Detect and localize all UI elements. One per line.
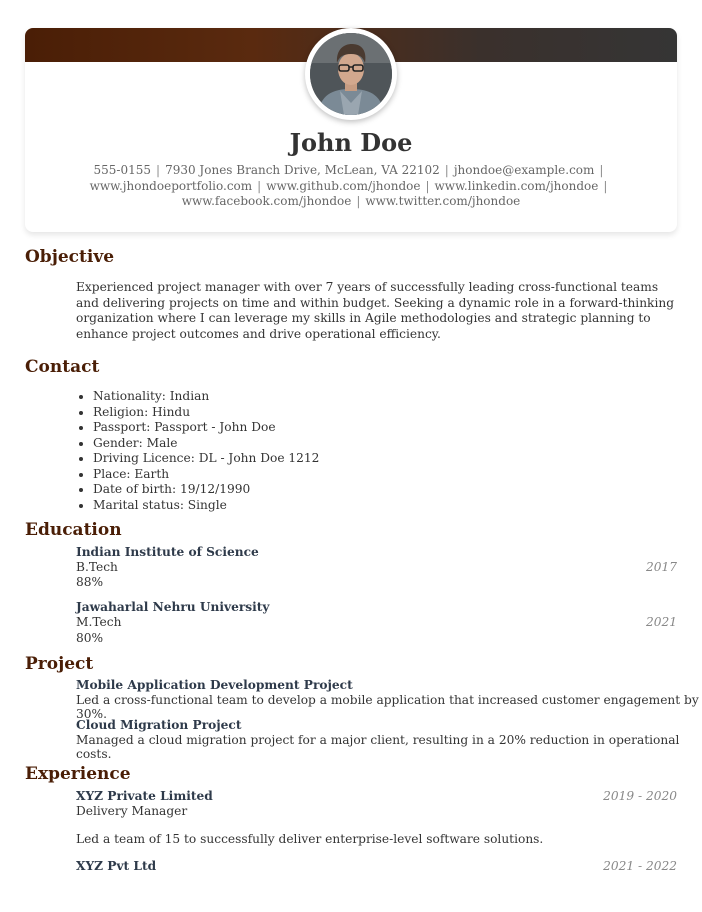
address: 7930 Jones Branch Drive, McLean, VA 22102 — [165, 163, 440, 177]
education-school: Jawaharlal Nehru University — [76, 600, 270, 614]
education-score: 80% — [76, 631, 104, 645]
project-name: Cloud Migration Project — [76, 718, 242, 732]
email-link[interactable]: jhondoe@example.com — [453, 163, 595, 177]
education-year: 2017 — [645, 560, 677, 574]
list-item: • Gender: Male — [93, 436, 319, 452]
twitter-link[interactable]: www.twitter.com/jhondoe — [365, 194, 521, 208]
candidate-name: John Doe — [289, 128, 413, 157]
contact-line-2: www.jhondoeportfolio.com | www.github.com/jhondoe | www.linkedin.com/jhondoe | — [89, 178, 608, 193]
experience-dates: 2021 - 2022 — [603, 859, 677, 873]
experience-role: Delivery Manager — [76, 804, 188, 818]
profile-header — [25, 28, 677, 232]
list-item: • Religion: Hindu — [93, 405, 319, 421]
experience-company: XYZ Pvt Ltd — [76, 859, 157, 873]
education-school: Indian Institute of Science — [76, 545, 259, 559]
avatar-frame — [305, 28, 397, 120]
education-heading: Education — [25, 520, 122, 540]
list-item: • Place: Earth — [93, 467, 319, 483]
project-description: Managed a cloud migration project for a major client, resulting in a 20% reduction in operational costs. — [76, 733, 680, 761]
linkedin-link[interactable]: www.linkedin.com/jhondoe — [434, 178, 599, 193]
list-item: • Date of birth: 19/12/1990 — [93, 482, 319, 498]
contact-details — [85, 163, 617, 210]
contact-line-1: 555-0155 | 7930 Jones Branch Drive, McLean, VA 22102 | jhondoe@example.com | — [93, 163, 604, 177]
contact-line-3: www.facebook.com/jhondoe | www.twitter.com/jhondoe — [181, 194, 521, 208]
project-description: Led a cross-functional team to develop a mobile application that increased customer engagement by 30%. — [76, 693, 699, 721]
education-degree: B.Tech — [76, 560, 118, 574]
education-degree: M.Tech — [76, 615, 122, 629]
objective-heading: Objective — [25, 247, 115, 267]
list-item: • Nationality: Indian — [93, 389, 319, 405]
project-name: Mobile Application Development Project — [76, 678, 353, 692]
objective-text: Experienced project manager with over 7 years of successfully leading cross-functional teams and delivering projects on time and within budget. Seeking a dynamic role in a forward-thinking organization where I can leverage my skills in Agile methodologies and strategic planning to enhance project outcomes and drive operational efficiency. — [76, 280, 674, 341]
experience-description: Led a team of 15 to successfully deliver enterprise-level software solutions. — [76, 832, 544, 846]
experience-company: XYZ Private Limited — [76, 789, 213, 803]
portfolio-link[interactable]: www.jhondoeportfolio.com — [89, 178, 253, 193]
experience-dates: 2019 - 2020 — [603, 789, 677, 803]
education-year: 2021 — [645, 615, 677, 629]
experience-heading: Experience — [25, 764, 131, 784]
project-heading: Project — [25, 654, 94, 674]
personal-info-list — [76, 389, 319, 513]
phone: 555-0155 — [93, 163, 152, 177]
education-score: 88% — [76, 575, 104, 589]
avatar-photo — [310, 33, 392, 115]
github-link[interactable]: www.github.com/jhondoe — [266, 178, 421, 193]
list-item: • Passport: Passport - John Doe — [93, 420, 319, 436]
list-item: • Driving Licence: DL - John Doe 1212 — [93, 451, 319, 467]
contact-heading: Contact — [25, 357, 100, 377]
list-item: • Marital status: Single — [93, 498, 319, 514]
facebook-link[interactable]: www.facebook.com/jhondoe — [181, 194, 352, 208]
avatar — [310, 33, 392, 115]
